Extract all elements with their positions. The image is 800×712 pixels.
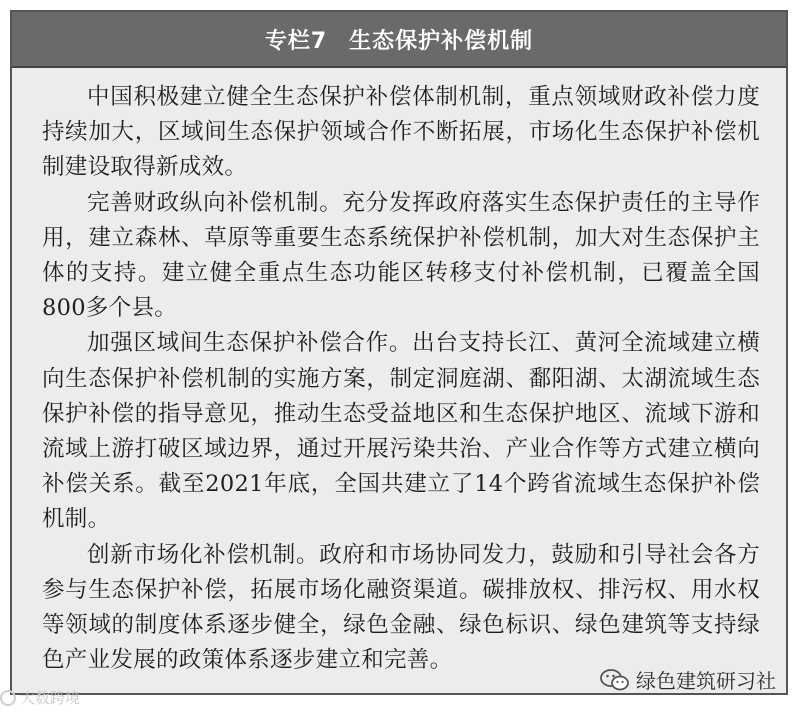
corner-watermark-text: 大数跨境 [20, 689, 81, 707]
paragraph-market: 创新市场化补偿机制。政府和市场协同发力，鼓励和引导社会各方参与生态保护补偿，拓展市场化融资渠道。碳排放权、排污权、用水权等领域的制度体系逐步健全，绿色金融、绿色标识、绿色建筑等支持绿色产业发展的政策体系逐步建立和完善。 [42, 541, 760, 674]
wechat-watermark [600, 665, 776, 694]
paragraph-regional: 加强区域间生态保护补偿合作。出台支持长江、黄河全流域建立横向生态保护补偿机制的实施方案，制定洞庭湖、鄱阳湖、太湖流域生态保护补偿的指导意见，推动生态受益地区和生态保护地区、流域下游和流域上游打破区域边界，通过开展污染共治、产业合作等方式建立横向补偿关系。截至2021年底，全国共建立了14个跨省流域生态保护补偿机制。 [42, 330, 760, 533]
box-label: 专栏7 [264, 28, 328, 54]
watermark-text: 绿色建筑研习社 [636, 669, 776, 693]
paragraph-intro: 中国积极建立健全生态保护补偿体制机制，重点领域财政补偿力度持续加大，区域间生态保护领域合作不断拓展，市场化生态保护补偿机制建设取得新成效。 [42, 84, 760, 181]
wechat-icon [600, 668, 630, 692]
box-content [12, 68, 786, 678]
watermark-logo-icon [0, 690, 16, 706]
paragraph-fiscal: 完善财政纵向补偿机制。充分发挥政府落实生态保护责任的主导作用，建立森林、草原等重要生态系统保护补偿机制，加大对生态保护主体的支持。建立健全重点生态功能区转移支付补偿机制，已覆盖全国800多个县。 [42, 189, 760, 322]
column-box [10, 10, 788, 695]
corner-watermark [0, 687, 80, 708]
box-title: 生态保护补偿机制 [349, 28, 534, 54]
box-header [12, 12, 786, 68]
